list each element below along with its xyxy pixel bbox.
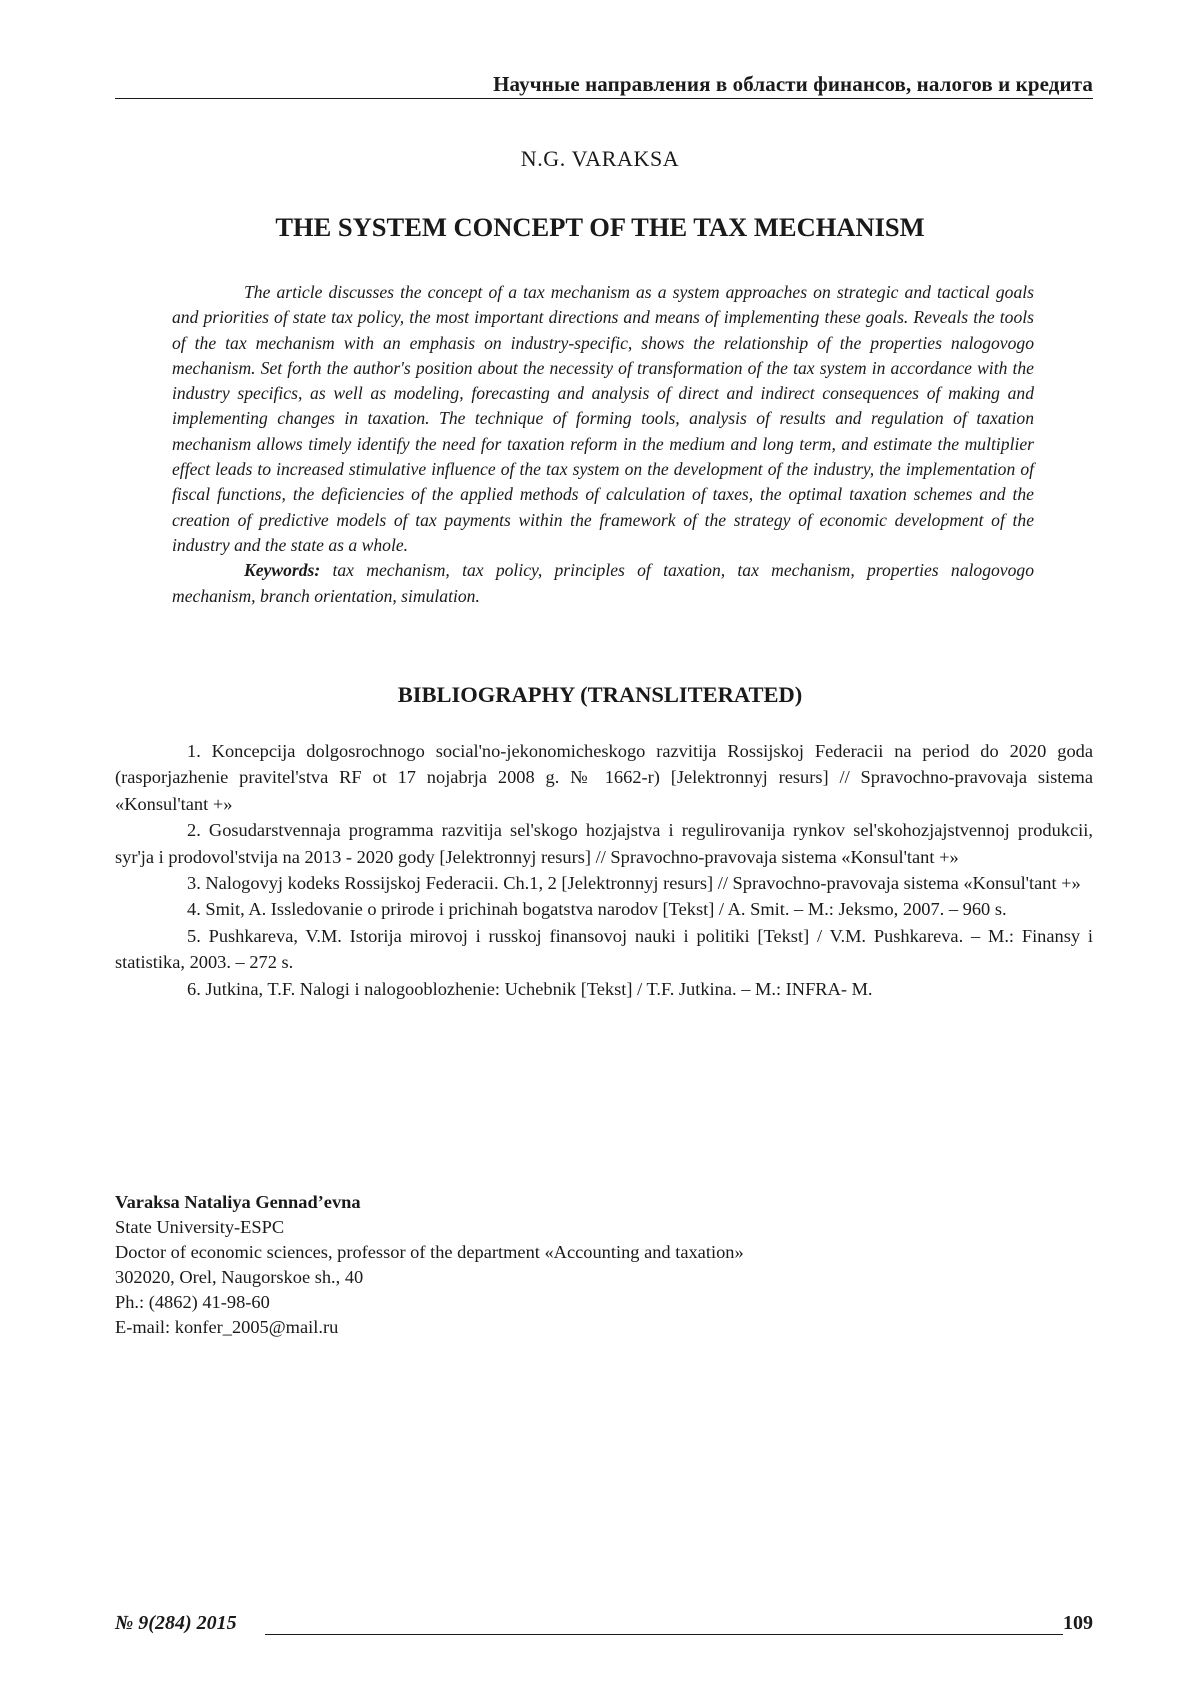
article-author: N.G. VARAKSA (0, 146, 1200, 172)
footer-rule (265, 1634, 1063, 1635)
bibliography-item: 6. Jutkina, T.F. Nalogi i nalogooblozhenie: Uchebnik [Tekst] / T.F. Jutkina. – M.: INFRA- M. (115, 976, 1093, 1002)
bibliography-list (115, 738, 1093, 1002)
keywords (172, 558, 1034, 609)
keywords-text: tax mechanism, tax policy, principles of taxation, tax mechanism, properties nalogovogo mechanism, branch orientation, simulation. (172, 560, 1034, 605)
issue-number: № 9(284) 2015 (115, 1612, 237, 1635)
article-title: THE SYSTEM CONCEPT OF THE TAX MECHANISM (0, 212, 1200, 243)
bibliography-item: 3. Nalogovyj kodeks Rossijskoj Federacii. Ch.1, 2 [Jelektronnyj resurs] // Spravochno-pravovaja sistema «Konsul'tant +» (115, 870, 1093, 896)
bibliography-heading: BIBLIOGRAPHY (TRANSLITERATED) (0, 682, 1200, 708)
author-full-name: Varaksa Nataliya Gennad’evna (115, 1190, 744, 1215)
author-info (115, 1190, 744, 1340)
author-phone: Ph.: (4862) 41-98-60 (115, 1290, 744, 1315)
abstract-text: The article discusses the concept of a tax mechanism as a system approaches on strategic and tactical goals and priorities of state tax policy, the most important directions and means of implementing these goals. Reveals the tools of the tax mechanism with an emphasis on industry-specific, shows the relationship of the properties nalogovogo mechanism. Set forth the author's position about the necessity of transformation of the tax system in accordance with the industry specifics, as well as modeling, forecasting and analysis of direct and indirect consequences of making and implementing changes in taxation. The technique of forming tools, analysis of results and regulation of taxation mechanism allows timely identify the need for taxation reform in the medium and long term, and estimate the multiplier effect leads to increased stimulative influence of the tax system on the development of the industry, the implementation of fiscal functions, the deficiencies of the applied methods of calculation of taxes, the optimal taxation schemes and the creation of predictive models of tax payments within the framework of the strategy of economic development of the industry and the state as a whole. (172, 280, 1034, 558)
bibliography-item: 2. Gosudarstvennaja programma razvitija sel'skogo hozjajstva i regulirovanija rynkov sel'skohozjajstvennoj produkcii, syr'ja i prodovol'stvija na 2013 - 2020 gody [Jelektronnyj resurs] // Spravochno-pravovaja sistema «Konsul'tant +» (115, 817, 1093, 870)
bibliography-item: 5. Pushkareva, V.M. Istorija mirovoj i russkoj finansovoj nauki i politiki [Tekst] / V.M. Pushkareva. – M.: Finansy i statistika, 2003. – 272 s. (115, 923, 1093, 976)
author-position: Doctor of economic sciences, professor of the department «Accounting and taxation» (115, 1240, 744, 1265)
running-header-title: Научные направления в области финансов, налогов и кредита (493, 72, 1093, 97)
abstract (172, 280, 1034, 609)
bibliography-item: 4. Smit, A. Issledovanie o prirode i prichinah bogatstva narodov [Tekst] / A. Smit. – M.: Jeksmo, 2007. – 960 s. (115, 896, 1093, 922)
page-footer (115, 1612, 1093, 1642)
keywords-label: Keywords: (244, 560, 320, 580)
bibliography-item: 1. Koncepcija dolgosrochnogo social'no-jekonomicheskogo razvitija Rossijskoj Federacii na period do 2020 goda (rasporjazhenie pravitel'stva RF ot 17 nojabrja 2008 g. № 1662-r) [Jelektronnyj resurs] // Spravochno-pravovaja sistema «Konsul'tant +» (115, 738, 1093, 817)
author-email: E-mail: konfer_2005@mail.ru (115, 1315, 744, 1340)
running-header (115, 70, 1093, 99)
journal-page (0, 0, 1200, 1698)
page-number: 109 (1063, 1612, 1093, 1635)
author-affiliation: State University-ESPC (115, 1215, 744, 1240)
author-address: 302020, Orel, Naugorskoe sh., 40 (115, 1265, 744, 1290)
